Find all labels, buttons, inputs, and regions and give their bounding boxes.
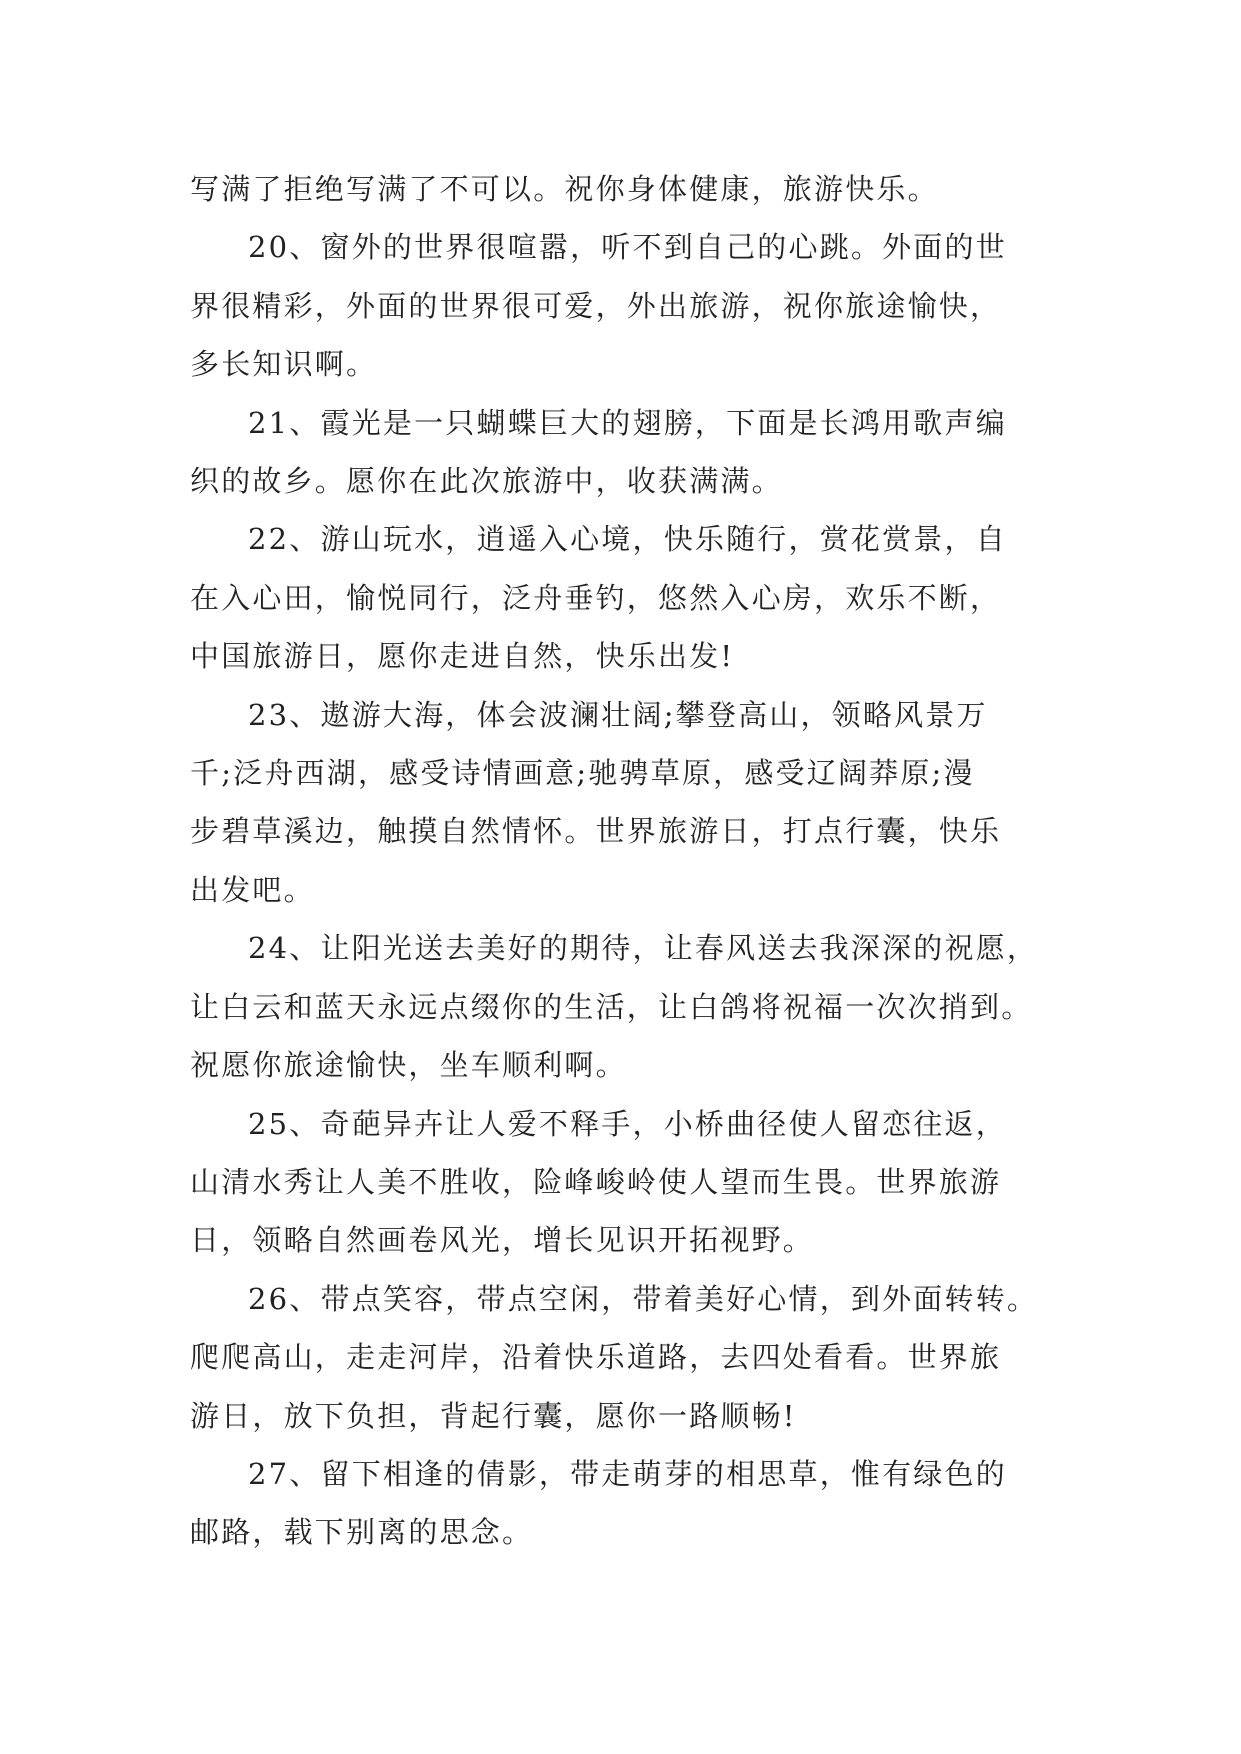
paragraph-25	[190, 1095, 1070, 1270]
paragraph-20	[190, 218, 1070, 393]
text-line: 千;泛舟西湖，感受诗情画意;驰骋草原，感受辽阔莽原;漫	[190, 756, 975, 791]
text-line: 织的故乡。愿你在此次旅游中，收获满满。	[190, 464, 783, 499]
text-line: 步碧草溪边，触摸自然情怀。世界旅游日，打点行囊，快乐	[190, 814, 1002, 849]
text-line: 界很精彩，外面的世界很可爱，外出旅游，祝你旅途愉快，	[190, 288, 1002, 323]
paragraph-22	[190, 510, 1070, 685]
text-line: 游日，放下负担，背起行囊，愿你一路顺畅!	[190, 1398, 797, 1433]
text-line: 26、带点笑容，带点空闲，带着美好心情，到外面转转。	[248, 1281, 1039, 1316]
text-line: 20、窗外的世界很喧嚣，听不到自己的心跳。外面的世	[248, 230, 1007, 265]
text-line: 22、游山玩水，逍遥入心境，快乐随行，赏花赏景，自	[248, 522, 1007, 557]
text-line: 祝愿你旅途愉快，坐车顺利啊。	[190, 1048, 627, 1083]
text-line: 爬爬高山，走走河岸，沿着快乐道路，去四处看看。世界旅	[190, 1340, 1002, 1375]
text-line: 23、遨游大海，体会波澜壮阔;攀登高山，领略风景万	[248, 697, 988, 732]
text-line: 让白云和蓝天永远点缀你的生活，让白鸽将祝福一次次捎到。	[190, 989, 1033, 1024]
text-line: 21、霞光是一只蝴蝶巨大的翅膀，下面是长鸿用歌声编	[248, 405, 1007, 440]
paragraph-27	[190, 1445, 1070, 1562]
document-body	[190, 160, 1070, 1562]
text-line: 写满了拒绝写满了不可以。祝你身体健康，旅游快乐。	[190, 172, 939, 206]
text-line: 日，领略自然画卷风光，增长见识开拓视野。	[190, 1223, 815, 1258]
text-line: 中国旅游日，愿你走进自然，快乐出发!	[190, 639, 735, 674]
text-line: 24、让阳光送去美好的期待，让春风送去我深深的祝愿，	[248, 931, 1039, 966]
text-line: 多长知识啊。	[190, 347, 378, 382]
paragraph-24	[190, 919, 1070, 1094]
text-line: 邮路，载下别离的思念。	[190, 1515, 534, 1550]
paragraph-21	[190, 394, 1070, 511]
text-line: 出发吧。	[190, 872, 315, 907]
text-line: 山清水秀让人美不胜收，险峰峻岭使人望而生畏。世界旅游	[190, 1164, 1002, 1199]
text-line: 27、留下相逢的倩影，带走萌芽的相思草，惟有绿色的	[248, 1456, 1007, 1491]
paragraph-19-continuation	[190, 160, 1070, 218]
paragraph-26	[190, 1270, 1070, 1445]
text-line: 在入心田，愉悦同行，泛舟垂钓，悠然入心房，欢乐不断，	[190, 580, 1002, 615]
text-line: 25、奇葩异卉让人爱不释手，小桥曲径使人留恋往返，	[248, 1106, 1007, 1141]
paragraph-23	[190, 686, 1070, 920]
